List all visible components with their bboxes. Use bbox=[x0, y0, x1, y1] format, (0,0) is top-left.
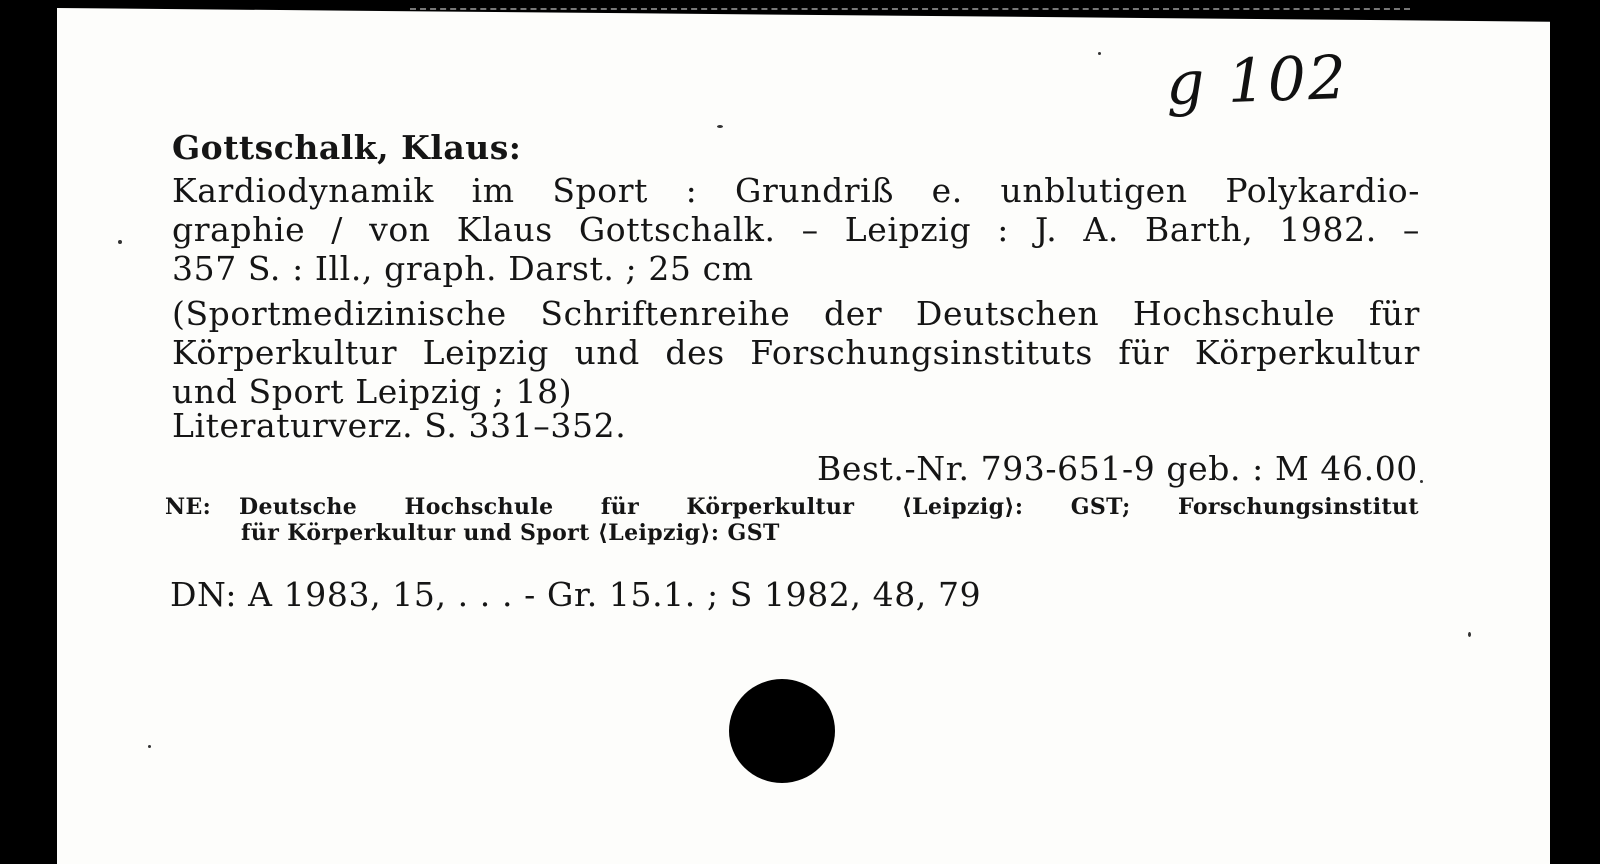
speck bbox=[1468, 632, 1471, 637]
series-line: Körperkultur Leipzig und des Forschungsinstituts für Körperkultur bbox=[172, 333, 1420, 372]
title-line: Kardiodynamik im Sport : Grundriß e. unblutigen Polykardio- bbox=[172, 171, 1420, 210]
speck bbox=[1098, 52, 1101, 55]
title-line: graphie / von Klaus Gottschalk. – Leipzig : J. A. Barth, 1982. – bbox=[172, 210, 1420, 249]
speck bbox=[118, 240, 122, 244]
added-entries bbox=[165, 494, 1419, 546]
card-top-edge bbox=[410, 8, 1410, 10]
series-line: und Sport Leipzig ; 18) bbox=[172, 372, 573, 411]
ne-line: Deutsche Hochschule für Körperkultur ⟨Leipzig⟩: GST; Forschungsinstitut bbox=[239, 494, 1419, 520]
speck bbox=[148, 745, 151, 748]
ne-label: NE: bbox=[165, 494, 212, 520]
call-number: g 102 bbox=[1164, 42, 1350, 120]
ne-line: für Körperkultur und Sport ⟨Leipzig⟩: GST bbox=[241, 520, 780, 546]
series-line: (Sportmedizinische Schriftenreihe der Deutschen Hochschule für bbox=[172, 294, 1420, 333]
dn-reference: DN: A 1983, 15, . . . - Gr. 15.1. ; S 1982, 48, 79 bbox=[170, 575, 982, 614]
title-line: 357 S. : Ill., graph. Darst. ; 25 cm bbox=[172, 249, 754, 288]
order-number: Best.-Nr. 793-651-9 geb. : M 46.00 bbox=[817, 449, 1418, 488]
speck bbox=[1420, 480, 1423, 483]
series-statement bbox=[172, 294, 1420, 411]
title-statement bbox=[172, 171, 1420, 288]
speck bbox=[717, 125, 723, 128]
author-heading: Gottschalk, Klaus: bbox=[172, 128, 522, 167]
punch-hole bbox=[729, 679, 835, 783]
bibliography-note: Literaturverz. S. 331–352. bbox=[172, 406, 627, 445]
